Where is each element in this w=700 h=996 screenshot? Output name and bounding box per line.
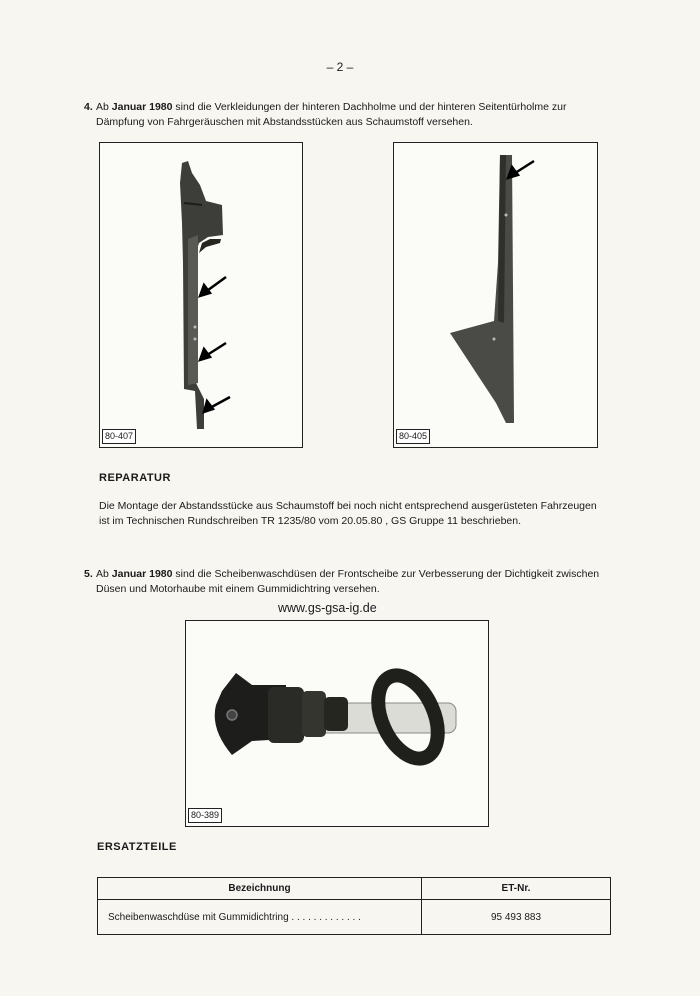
- item-5-text-before: Ab: [96, 568, 112, 580]
- arrow-3: [204, 397, 230, 412]
- reparatur-heading: REPARATUR: [99, 472, 171, 484]
- item-5-paragraph: [84, 567, 604, 597]
- arrow-1: [200, 277, 226, 296]
- item-4-date: Januar 1980: [111, 101, 173, 113]
- column-header-bezeichnung: Bezeichnung: [98, 878, 422, 900]
- item-4-number: 4.: [84, 101, 93, 113]
- item-4-text-before: Ab: [96, 101, 112, 113]
- item-4-text-after: sind die Verkleidungen der hinteren Dachholme und der hinteren Seitentürholme zur Dämpfung von Fahrgeräuschen mit Abstandsstücken aus Schaumstoff versehen.: [96, 101, 567, 128]
- item-5-date: Januar 1980: [111, 568, 173, 580]
- pillar-trim-photo: [100, 143, 302, 447]
- parts-table-header: [98, 878, 611, 900]
- washer-nozzle-photo: [186, 621, 488, 826]
- item-4-paragraph: [84, 100, 604, 130]
- figure-label-80-407: 80-407: [102, 429, 136, 444]
- figure-pillar-trim-right: [393, 142, 598, 448]
- reparatur-text: Die Montage der Abstandsstücke aus Schaumstoff bei noch nicht entsprechend ausgerüsteten Fahrzeugen ist im Technischen Rundschreiben TR 1235/80 vom 20.05.80 , GS Gruppe 11 beschrieben.: [99, 500, 597, 527]
- parts-table: [97, 877, 611, 935]
- part-number: 95 493 883: [422, 900, 611, 935]
- item-5-text-after: sind die Scheibenwaschdüsen der Frontscheibe zur Verbesserung der Dichtigkeit zwischen Düsen und Motorhaube mit einem Gummidichtring versehen.: [96, 568, 600, 595]
- column-header-et-nr: ET-Nr.: [422, 878, 611, 900]
- item-5-number: 5.: [84, 568, 93, 580]
- website-url: www.gs-gsa-ig.de: [278, 601, 377, 615]
- figure-label-80-389: 80-389: [188, 808, 222, 823]
- ersatzteile-heading: ERSATZTEILE: [97, 841, 177, 853]
- arrow-2: [200, 343, 226, 360]
- table-row: [98, 900, 611, 935]
- part-description: Scheibenwaschdüse mit Gummidichtring . . . . . . . . . . . . .: [98, 900, 422, 935]
- figure-washer-nozzle: [185, 620, 489, 827]
- door-pillar-trim-photo: [394, 143, 597, 447]
- figure-pillar-trim-left: [99, 142, 303, 448]
- figure-label-80-405: 80-405: [396, 429, 430, 444]
- page-number: – 2 –: [326, 60, 354, 74]
